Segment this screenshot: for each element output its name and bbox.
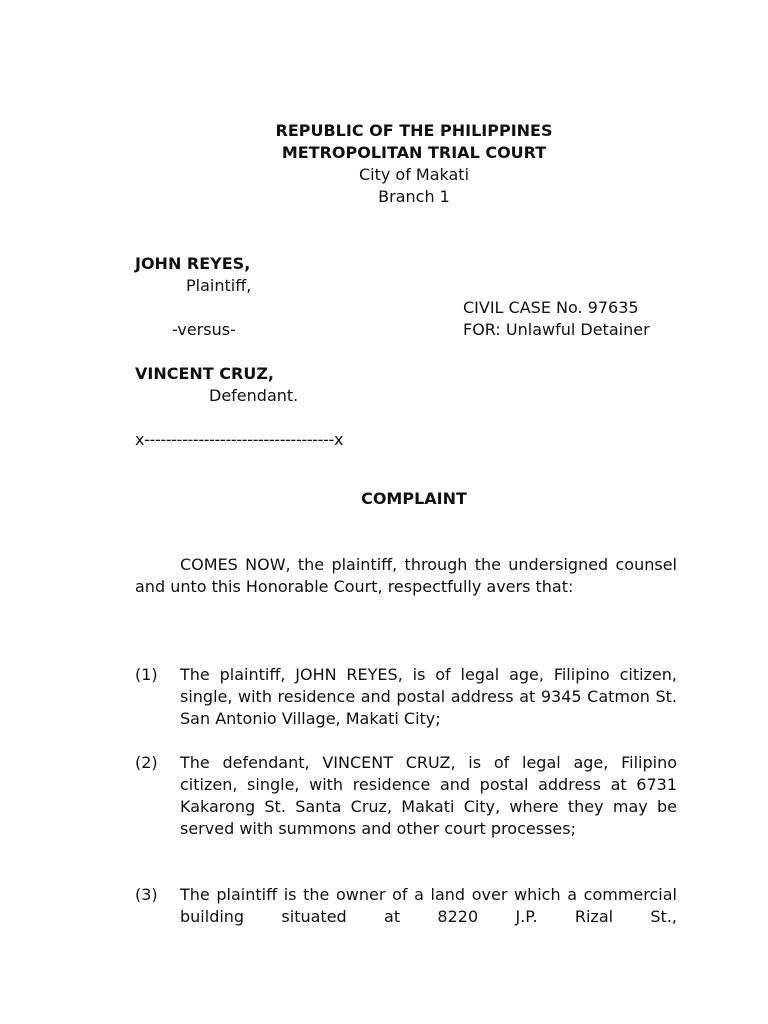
list-item-number: (3) [135, 885, 158, 904]
court-header-republic: REPUBLIC OF THE PHILIPPINES [275, 121, 553, 140]
case-nature: FOR: Unlawful Detainer [463, 320, 650, 339]
court-header-city: City of Makati [358, 165, 470, 184]
defendant-name: VINCENT CRUZ, [135, 364, 275, 383]
court-header-branch: Branch 1 [378, 187, 450, 206]
plaintiff-name: JOHN REYES, [135, 254, 251, 273]
list-item-text: The defendant, VINCENT CRUZ, is of legal age, Filipino citizen, single, with residence and postal address at 6731 Kakarong St. Santa Cruz, Makati City, where they may be served with summons and other court processes; [180, 753, 677, 838]
list-item-text: The plaintiff is the owner of a land over which a commercial building situated at 8220 J.P. Rizal St., [180, 885, 677, 926]
list-item-number: (2) [135, 753, 158, 772]
case-number: CIVIL CASE No. 97635 [463, 298, 639, 317]
caption-separator: x-----------------------------------x [135, 430, 344, 449]
versus-label: -versus- [172, 320, 236, 339]
intro-paragraph: COMES NOW, the plaintiff, through the undersigned counsel and unto this Honorable Court, respectfully avers that: [135, 555, 677, 596]
plaintiff-role: Plaintiff, [186, 276, 252, 295]
list-item-text: The plaintiff, JOHN REYES, is of legal age, Filipino citizen, single, with residence and postal address at 9345 Catmon St. San Antonio Village, Makati City; [180, 665, 677, 728]
court-header-court: METROPOLITAN TRIAL COURT [281, 143, 547, 162]
document-title: COMPLAINT [361, 489, 467, 508]
defendant-role: Defendant. [209, 386, 299, 405]
list-item-number: (1) [135, 665, 158, 684]
